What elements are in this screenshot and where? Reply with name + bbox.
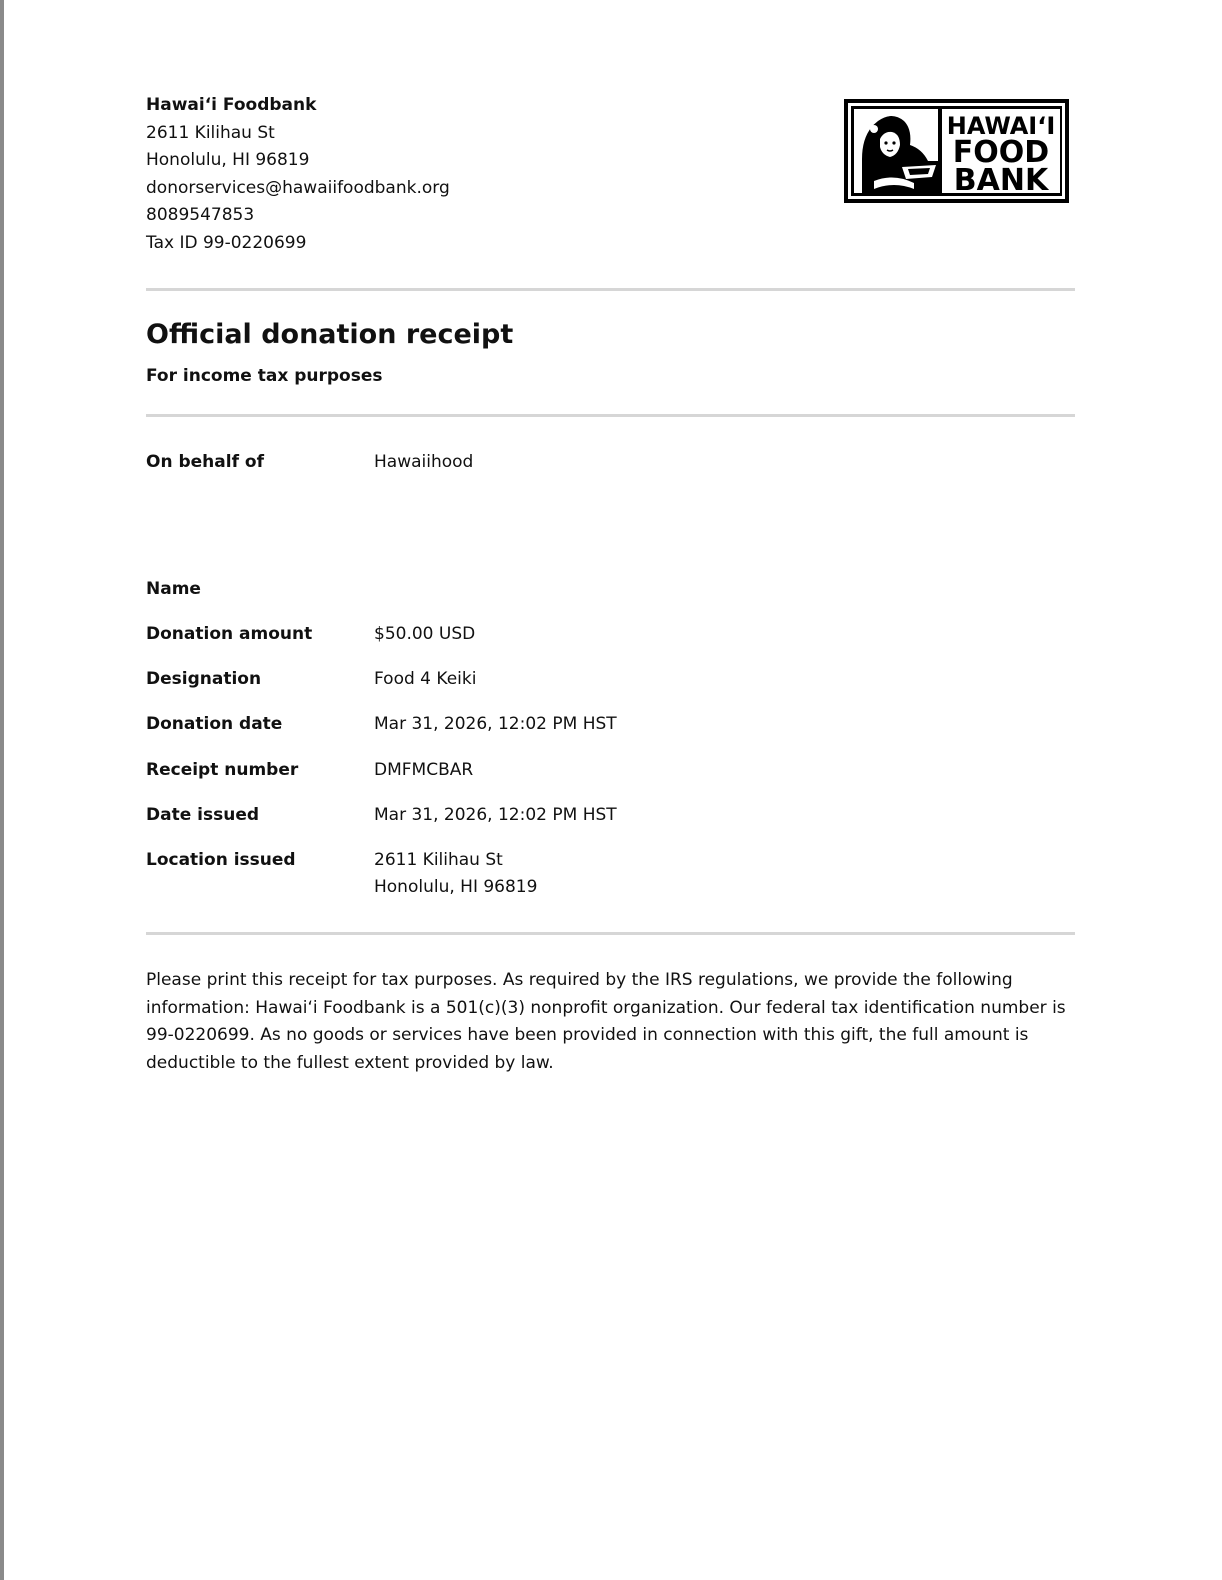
receipt-subtitle: For income tax purposes	[146, 365, 383, 386]
tax-notice: Please print this receipt for tax purposes. As required by the IRS regulations, we provide the following information: Hawai‘i Foodbank is a 501(c)(3) nonprofit organization. Our federal tax identification number is 99-0220699. As no goods or services have been provided in connection with this gift, the full amount is deductible to the fullest extent provided by law.	[146, 969, 1066, 1073]
location-issued-street: 2611 Kilihau St	[374, 849, 503, 870]
divider	[146, 932, 1075, 935]
donation-amount-label: Donation amount	[146, 624, 313, 645]
location-issued-label: Location issued	[146, 849, 296, 870]
on-behalf-of-value: Hawaiihood	[374, 451, 474, 472]
page-left-edge	[0, 0, 4, 1580]
donation-amount-value: $50.00 USD	[374, 624, 476, 645]
receipt-page	[146, 92, 1075, 1077]
designation-label: Designation	[146, 669, 262, 690]
donation-amount-row	[146, 621, 1075, 649]
hawaii-foodbank-logo	[844, 99, 1069, 203]
receipt-title: Official donation receipt	[146, 318, 514, 350]
donation-date-value: Mar 31, 2026, 12:02 PM HST	[374, 714, 617, 735]
designation-value: Food 4 Keiki	[374, 669, 477, 690]
name-value	[374, 576, 1075, 604]
date-issued-value: Mar 31, 2026, 12:02 PM HST	[374, 804, 617, 825]
designation-row	[146, 666, 1075, 694]
divider	[146, 414, 1075, 417]
receipt-number-label: Receipt number	[146, 759, 299, 780]
on-behalf-of-row	[146, 449, 1075, 477]
organization-city: Honolulu, HI 96819	[146, 150, 310, 171]
logo-line-2: FOOD	[952, 135, 1050, 170]
divider	[146, 288, 1075, 291]
date-issued-row	[146, 802, 1075, 830]
location-issued-row	[146, 847, 1075, 902]
logo-line-3: BANK	[953, 163, 1049, 198]
donation-date-label: Donation date	[146, 714, 283, 735]
organization-tax-id: Tax ID 99-0220699	[146, 232, 307, 253]
donation-date-row	[146, 711, 1075, 739]
receipt-number-row	[146, 757, 1075, 785]
name-row	[146, 576, 1075, 604]
name-label: Name	[146, 579, 201, 600]
organization-email: donorservices@hawaiifoodbank.org	[146, 177, 450, 198]
logo-line-1: HAWAI‘I	[946, 112, 1056, 140]
receipt-number-value: DMFMCBAR	[374, 759, 474, 780]
location-issued-value	[374, 847, 1075, 902]
location-issued-city: Honolulu, HI 96819	[374, 877, 538, 898]
on-behalf-of-label: On behalf of	[146, 451, 264, 472]
date-issued-label: Date issued	[146, 804, 260, 825]
organization-name: Hawai‘i Foodbank	[146, 95, 317, 115]
organization-street: 2611 Kilihau St	[146, 122, 275, 143]
organization-phone: 8089547853	[146, 205, 255, 226]
